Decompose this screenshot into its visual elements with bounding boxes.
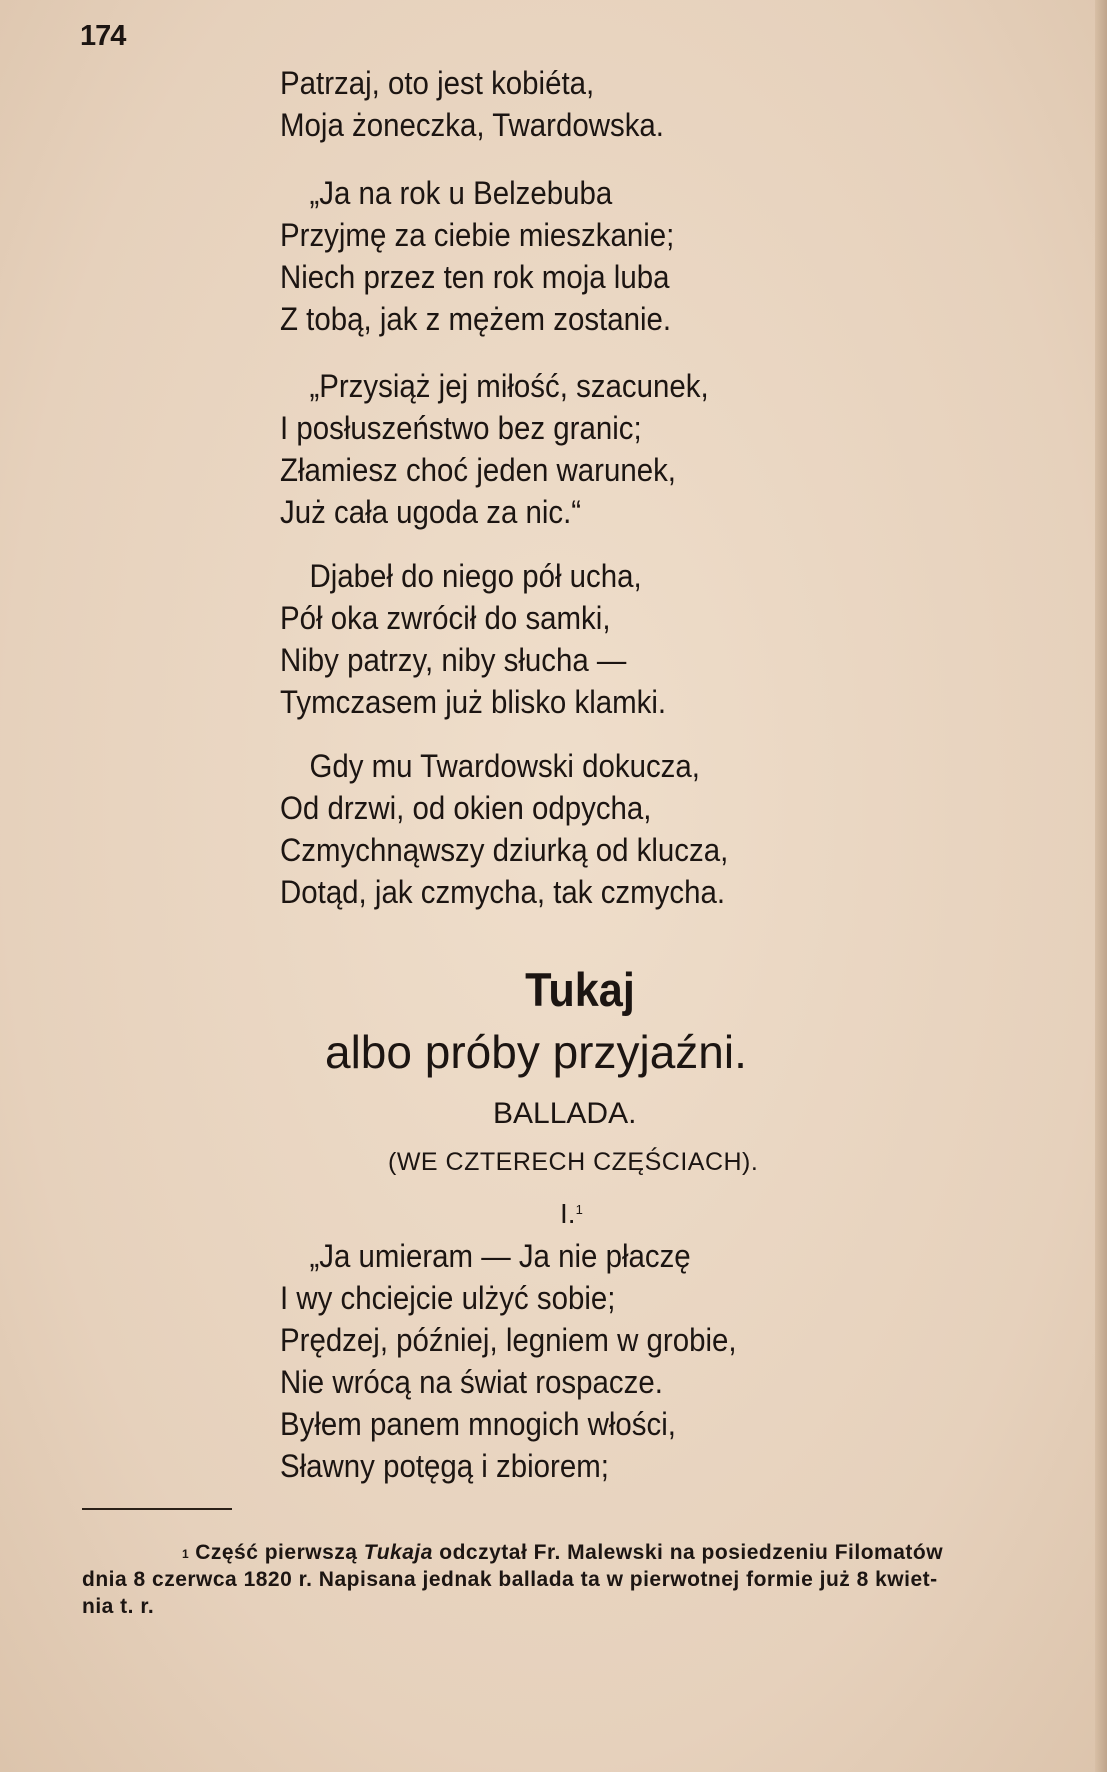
stanza-3: [280, 365, 746, 533]
verse-line: „Ja na rok u Belzebuba: [309, 175, 613, 211]
footnote-line-2: dnia 8 czerwca 1820 r. Napisana jednak ballada ta w pierwotnej formie już 8 kwiet-: [82, 1568, 938, 1591]
verse-line: Niech przez ten rok moja luba: [280, 259, 670, 295]
verse-line: Pół oka zwrócił do samki,: [280, 600, 611, 636]
verse-line: Sławny potęgą i zbiorem;: [280, 1448, 609, 1484]
stanza-5: [280, 745, 767, 913]
verse-line: Niby patrzy, niby słucha —: [280, 642, 627, 678]
verse-line: Złamiesz choć jeden warunek,: [280, 452, 676, 488]
page-number: 174: [80, 20, 126, 52]
footnote-line-1: [82, 1539, 1082, 1566]
verse-line: Przyjmę za ciebie mieszkanie;: [280, 217, 675, 253]
verse-line: I posłuszeństwo bez granic;: [280, 410, 642, 446]
footnote-divider: [82, 1508, 232, 1510]
part-number: [560, 1198, 583, 1230]
footnote-italic-title: Tukaja: [363, 1541, 433, 1564]
verse-line: Dotąd, jak czmycha, tak czmycha.: [280, 874, 726, 910]
footnote-reference: 1: [575, 1202, 583, 1217]
poem-subtitle: albo próby przyjaźni.: [325, 1026, 747, 1078]
verse-line: Już cała ugoda za nic.“: [280, 494, 582, 530]
footnote-text: Część pierwszą: [195, 1541, 358, 1564]
verse-line: Patrzaj, oto jest kobiéta,: [280, 65, 595, 101]
stanza-1: [280, 62, 697, 146]
verse-line: Prędzej, później, legniem w grobie,: [280, 1322, 737, 1358]
stanza-4: [280, 555, 700, 723]
footnote: [82, 1539, 1082, 1620]
verse-line: Gdy mu Twardowski dokucza,: [309, 748, 700, 784]
poem-title: Tukaj: [525, 963, 635, 1016]
footnote-line-3: nia t. r.: [82, 1595, 155, 1618]
verse-line: Z tobą, jak z mężem zostanie.: [280, 301, 672, 337]
footnote-marker: 1: [182, 1547, 190, 1561]
page-gutter: [1095, 0, 1107, 1772]
verse-line: Od drzwi, od okien odpycha,: [280, 790, 652, 826]
verse-line: Djabeł do niego pół ucha,: [309, 558, 642, 594]
verse-line: Czmychnąwszy dziurką od klucza,: [280, 832, 729, 868]
part-number-label: I.: [560, 1198, 576, 1229]
verse-line: Moja żoneczka, Twardowska.: [280, 107, 664, 143]
verse-line: Nie wrócą na świat rospacze.: [280, 1364, 663, 1400]
parts-note: (WE CZTERECH CZĘŚCIACH).: [388, 1148, 759, 1176]
stanza-part-1: [280, 1235, 776, 1487]
poem-genre: BALLADA.: [493, 1097, 637, 1130]
verse-line: „Przysiąż jej miłość, szacunek,: [309, 368, 709, 404]
stanza-2: [280, 172, 709, 340]
footnote-text: odczytał Fr. Malewski na posiedzeniu Filomatów: [439, 1541, 944, 1564]
verse-line: Tymczasem już blisko klamki.: [280, 684, 667, 720]
verse-line: Byłem panem mnogich włości,: [280, 1406, 676, 1442]
verse-line: „Ja umieram — Ja nie płaczę: [309, 1238, 691, 1274]
verse-line: I wy chciejcie ulżyć sobie;: [280, 1280, 616, 1316]
